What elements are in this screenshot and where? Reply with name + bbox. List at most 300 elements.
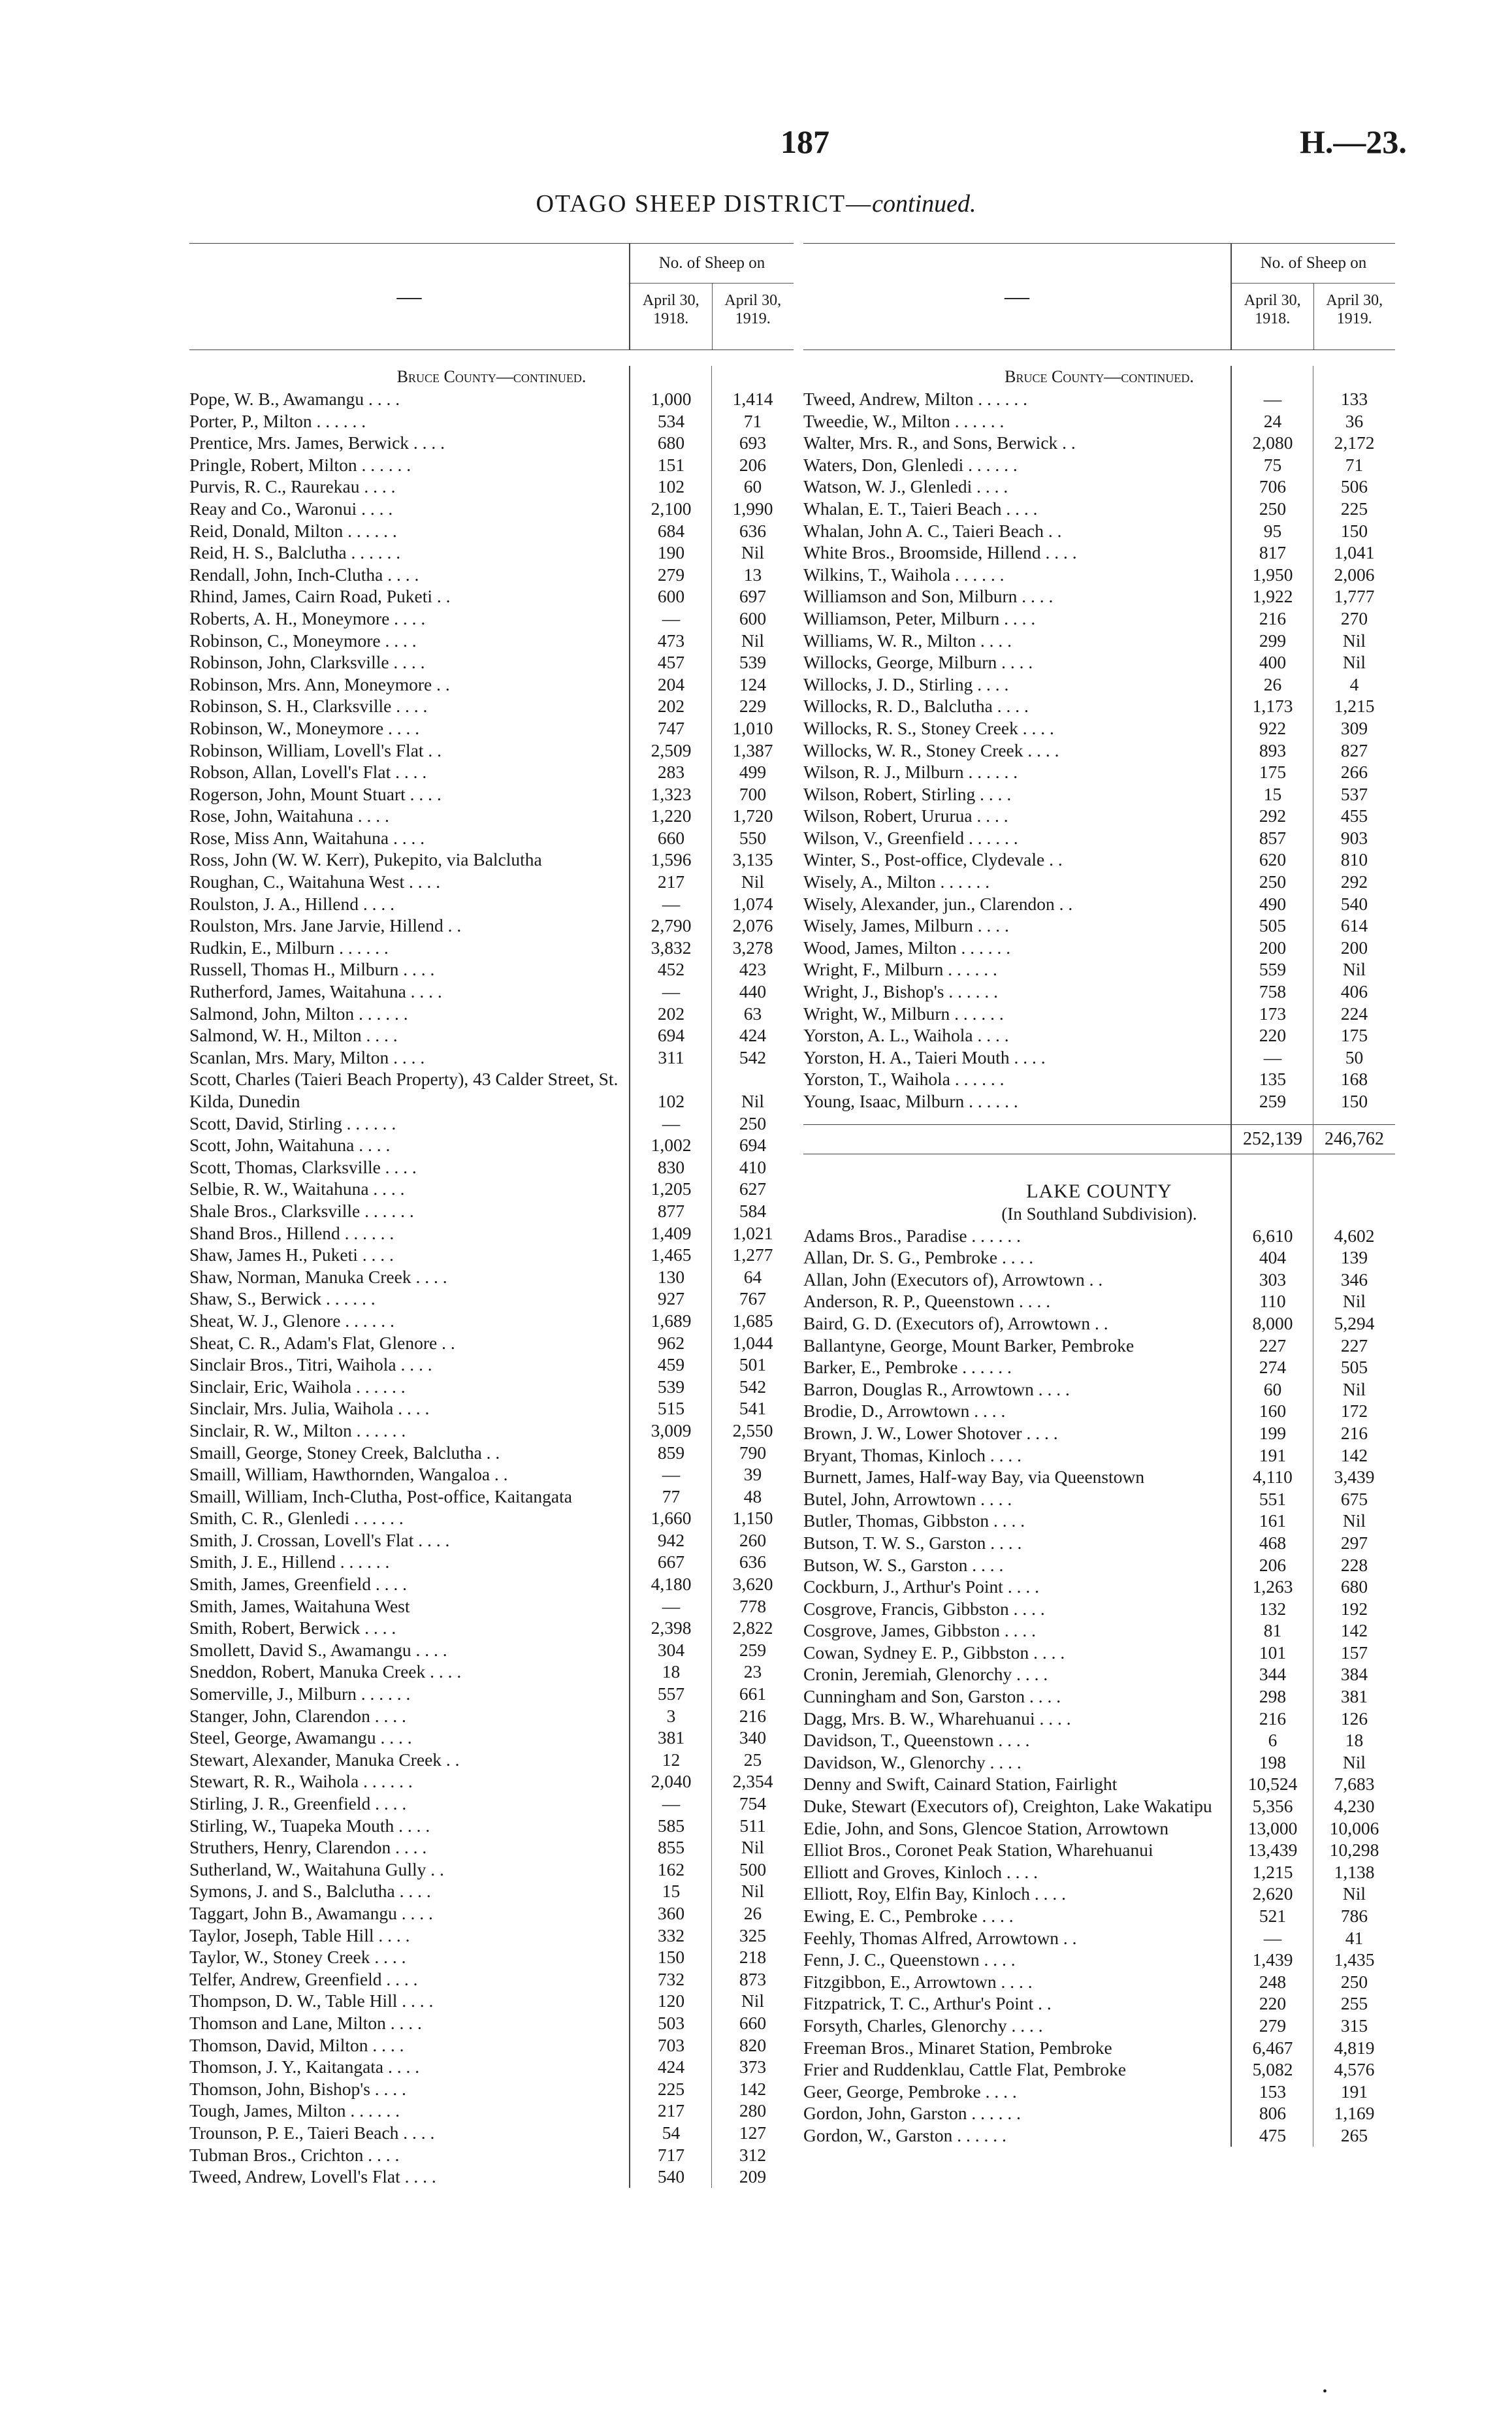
table-row	[189, 1749, 794, 1771]
sheep-1918: —	[1263, 389, 1282, 409]
year-1918-header: April 30, 1918.	[642, 292, 700, 327]
table-row	[189, 388, 794, 410]
sheep-1919: Nil	[741, 871, 765, 892]
sheep-1918: 132	[1259, 1598, 1287, 1619]
sheep-1918: 274	[1259, 1357, 1287, 1378]
table-row	[189, 849, 794, 871]
sheep-1918: 161	[1259, 1510, 1287, 1531]
sheep-1918: 202	[657, 1003, 685, 1024]
sheep-1918: 559	[1259, 959, 1287, 980]
table-row	[803, 1225, 1395, 1247]
sheep-1919: 4,576	[1334, 2059, 1375, 2080]
sheep-1918: 503	[657, 2012, 685, 2033]
owner-name: Reid, H. S., Balclutha . . . . . .	[189, 542, 401, 563]
sheep-1918: 706	[1259, 476, 1287, 497]
table-row	[803, 1290, 1395, 1312]
table-row	[803, 761, 1395, 783]
sheep-1919: 2,076	[732, 915, 773, 936]
owner-name: Williamson and Son, Milburn . . . .	[803, 586, 1054, 607]
table-row	[803, 1927, 1395, 1949]
owner-name: Cockburn, J., Arthur's Point . . . .	[803, 1576, 1039, 1597]
sheep-1918: 1,263	[1252, 1576, 1293, 1597]
sheep-1919: 309	[1340, 717, 1368, 738]
owner-name: Winter, S., Post-office, Clydevale . .	[803, 849, 1063, 870]
owner-name: Feehly, Thomas Alfred, Arrowtown . .	[803, 1927, 1077, 1948]
table-row	[189, 1397, 794, 1420]
owner-name: Thomson, David, Milton . . . .	[189, 2034, 404, 2055]
owner-name: Yorston, A. L., Waihola . . . .	[803, 1025, 1009, 1046]
table-row	[189, 1793, 794, 1815]
table-row	[189, 1946, 794, 1968]
sheep-1918: 259	[1259, 1091, 1287, 1111]
owner-name: Bryant, Thomas, Kinloch . . . .	[803, 1444, 1022, 1465]
sheep-1918: 198	[1259, 1751, 1287, 1772]
sheep-1918: 199	[1259, 1422, 1287, 1443]
owner-name: Ewing, E. C., Pembroke . . . .	[803, 1906, 1014, 1926]
owner-name: Fitzpatrick, T. C., Arthur's Point . .	[803, 1993, 1052, 2014]
sheep-1918: —	[1263, 1047, 1282, 1067]
table-row	[189, 1859, 794, 1881]
sheep-1919: 206	[739, 454, 767, 475]
table-row	[189, 585, 794, 608]
sheep-1919: 661	[739, 1683, 767, 1704]
owner-name: Taggart, John B., Awamangu . . . .	[189, 1902, 433, 1923]
owner-name: Robinson, Mrs. Ann, Moneymore . .	[189, 674, 450, 694]
sheep-1919: 142	[1340, 1444, 1368, 1465]
sheep-1919: 48	[743, 1486, 762, 1506]
table-row	[189, 1617, 794, 1639]
sheep-1919: 200	[1340, 937, 1368, 958]
owner-name: Steel, George, Awamangu . . . .	[189, 1727, 412, 1748]
table-row	[189, 1003, 794, 1025]
sheep-1918: 202	[657, 696, 685, 717]
owner-name: Sinclair, Eric, Waihola . . . . . .	[189, 1376, 406, 1397]
year-1918-header: April 30, 1918.	[1244, 292, 1301, 327]
sheep-1918: 6,610	[1252, 1225, 1293, 1246]
sheep-1919: 539	[739, 652, 767, 673]
sheep-1919: 506	[1340, 476, 1368, 497]
table-row	[189, 630, 794, 652]
sheep-1919: 71	[1345, 454, 1364, 475]
owner-name: Stanger, John, Clarendon . . . .	[189, 1705, 406, 1726]
owner-name: Robinson, William, Lovell's Flat . .	[189, 740, 442, 760]
table-row	[189, 937, 794, 959]
sheep-1919: 23	[743, 1661, 762, 1682]
owner-name: Edie, John, and Sons, Glencoe Station, Arrowtown	[803, 1817, 1169, 1838]
owner-name: Butler, Thomas, Gibbston . . . .	[803, 1510, 1025, 1531]
sheep-1919: 218	[739, 1947, 767, 1968]
sheep-1919: 424	[739, 1025, 767, 1046]
sheep-1918: 217	[657, 2100, 685, 2121]
right-table-body	[803, 366, 1395, 2147]
sheep-1918: 600	[657, 586, 685, 607]
sheep-1919: Nil	[1342, 1510, 1366, 1531]
table-row	[189, 827, 794, 849]
sheep-1918: 250	[1259, 498, 1287, 519]
owner-name: Willocks, W. R., Stoney Creek . . . .	[803, 740, 1059, 760]
sheep-1918: 830	[657, 1156, 685, 1177]
sheep-1918: 95	[1263, 520, 1282, 541]
owner-name: Geer, George, Pembroke . . . .	[803, 2081, 1017, 2102]
sheep-1918: 1,409	[651, 1222, 692, 1243]
sheep-1918: —	[662, 1113, 681, 1133]
owner-name: Scott, David, Stirling . . . . . .	[189, 1113, 396, 1133]
sheep-1918: 299	[1259, 630, 1287, 651]
left-table-header	[189, 243, 794, 350]
lake-county-subheading: (In Southland Subdivision).	[1001, 1203, 1197, 1224]
sheep-1919: 64	[743, 1266, 762, 1287]
sheep-1919: 697	[739, 586, 767, 607]
owner-name: Sinclair Bros., Titri, Waihola . . . .	[189, 1354, 432, 1375]
owner-name: Sinclair, R. W., Milton . . . . . .	[189, 1420, 406, 1440]
sheep-1919: 297	[1340, 1532, 1368, 1553]
sheep-1918: 1,689	[651, 1310, 692, 1331]
sheep-1918: 153	[1259, 2081, 1287, 2102]
owner-name: Brown, J. W., Lower Shotover . . . .	[803, 1422, 1058, 1443]
owner-name: Waters, Don, Glenledi . . . . . .	[803, 454, 1018, 475]
table-row	[189, 2100, 794, 2122]
owner-name: Pope, W. B., Awamangu . . . .	[189, 389, 400, 409]
sheep-1918: 102	[657, 476, 685, 497]
owner-name: Ross, John (W. W. Kerr), Pukepito, via Balclutha	[189, 849, 542, 870]
owner-name: Rutherford, James, Waitahuna . . . .	[189, 981, 442, 1002]
table-row	[189, 1639, 794, 1661]
owner-name: Roberts, A. H., Moneymore . . . .	[189, 608, 426, 628]
sheep-1918: 551	[1259, 1488, 1287, 1509]
sheep-1919: 827	[1340, 740, 1368, 760]
sheep-1918: 200	[1259, 937, 1287, 958]
sheep-1919: 384	[1340, 1664, 1368, 1685]
sheep-1919: 786	[1340, 1906, 1368, 1926]
table-row	[803, 1510, 1395, 1532]
sheep-1918: 10,524	[1247, 1774, 1298, 1795]
table-row	[803, 2081, 1395, 2103]
sheep-1919: 191	[1340, 2081, 1368, 2102]
table-row	[803, 1619, 1395, 1642]
owner-name: Tubman Bros., Crichton . . . .	[189, 2144, 400, 2165]
owner-name: Robinson, John, Clarksville . . . .	[189, 652, 425, 673]
owner-name: Shaw, S., Berwick . . . . . .	[189, 1288, 376, 1309]
owner-name: Duke, Stewart (Executors of), Creighton, Lake Wakatipu	[803, 1796, 1212, 1817]
owner-name: Shand Bros., Hillend . . . . . .	[189, 1222, 394, 1243]
sheep-1919: 216	[1340, 1422, 1368, 1443]
sheep-1919: 501	[739, 1354, 767, 1375]
table-row	[189, 1990, 794, 2012]
sheep-1919: 1,021	[732, 1222, 773, 1243]
table-row	[803, 1839, 1395, 1861]
owner-name: Dagg, Mrs. B. W., Wharehuanui . . . .	[803, 1708, 1071, 1729]
owner-name: Smith, J. Crossan, Lovell's Flat . . . .	[189, 1529, 450, 1550]
sheep-1919: 542	[739, 1376, 767, 1397]
sheep-1919: 139	[1340, 1247, 1368, 1268]
sheep-1919: 60	[743, 476, 762, 497]
sheep-1919: 4,819	[1334, 2037, 1375, 2058]
sheep-1918: 1,002	[651, 1135, 692, 1156]
sheep-1919: Nil	[741, 630, 765, 651]
sheep-1919: Nil	[1342, 1751, 1366, 1772]
sheep-1918: 173	[1259, 1003, 1287, 1024]
table-row	[189, 695, 794, 717]
sheep-1919: 216	[739, 1705, 767, 1726]
table-row	[189, 871, 794, 893]
sheep-1919: 541	[739, 1398, 767, 1419]
table-row	[803, 1795, 1395, 1817]
table-row	[189, 1047, 794, 1069]
table-row	[189, 1573, 794, 1595]
owner-name: Williamson, Peter, Milburn . . . .	[803, 608, 1036, 628]
table-row	[803, 1444, 1395, 1467]
sheep-1919: 410	[739, 1156, 767, 1177]
table-row	[803, 564, 1395, 586]
right-column-table	[803, 243, 1395, 2147]
owner-name: Baird, G. D. (Executors of), Arrowtown . .	[803, 1312, 1108, 1333]
owner-name: Smith, Robert, Berwick . . . .	[189, 1618, 396, 1638]
owner-name: Thomson and Lane, Milton . . . .	[189, 2012, 422, 2033]
sheep-1919: 499	[739, 762, 767, 783]
sheep-1918: 3	[666, 1705, 676, 1726]
table-row	[803, 783, 1395, 805]
table-row	[803, 1003, 1395, 1025]
table-row	[803, 630, 1395, 652]
sheep-1919: 1,010	[732, 717, 773, 738]
sheep-1919: 873	[739, 1968, 767, 1989]
owner-name: Cunningham and Son, Garston . . . .	[803, 1686, 1061, 1707]
owner-name: Sutherland, W., Waitahuna Gully . .	[189, 1859, 444, 1879]
sheep-1919: 250	[1340, 1971, 1368, 1992]
owner-name: Tweedie, W., Milton . . . . . .	[803, 410, 1005, 431]
table-row	[189, 1529, 794, 1552]
sheep-1918: 75	[1263, 454, 1282, 475]
owner-name: Roughan, C., Waitahuna West . . . .	[189, 871, 441, 892]
sheep-1919: 542	[739, 1047, 767, 1067]
owner-name: Taylor, W., Stoney Creek . . . .	[189, 1947, 406, 1968]
owner-name: Robson, Allan, Lovell's Flat . . . .	[189, 762, 427, 783]
table-row	[189, 520, 794, 542]
sheep-1919: 265	[1340, 2124, 1368, 2145]
sheep-1918: 1,215	[1252, 1861, 1293, 1882]
sheep-1918: 540	[657, 2166, 685, 2187]
table-row	[189, 1113, 794, 1135]
sheep-1919: Nil	[741, 1991, 765, 2011]
owner-name: Symons, J. and S., Balclutha . . . .	[189, 1881, 431, 1902]
table-row	[803, 674, 1395, 696]
sheep-1918: 1,660	[651, 1508, 692, 1529]
sheep-1919: 406	[1340, 981, 1368, 1002]
owner-name: Thomson, J. Y., Kaitangata . . . .	[189, 2057, 420, 2077]
sheep-1919: 4,230	[1334, 1796, 1375, 1817]
owner-name: Rose, Miss Ann, Waitahuna . . . .	[189, 827, 425, 848]
table-row	[189, 2166, 794, 2188]
sheep-1918: 311	[658, 1047, 684, 1067]
sheep-1918: 1,465	[651, 1244, 692, 1265]
table-row	[803, 1598, 1395, 1620]
sheep-1919: 4	[1349, 674, 1359, 694]
owner-name: Wilson, Robert, Stirling . . . .	[803, 783, 1012, 804]
table-row	[189, 1068, 794, 1112]
sheep-1918: 304	[657, 1639, 685, 1660]
table-row	[803, 1356, 1395, 1378]
sheep-1918: 216	[1259, 1708, 1287, 1729]
table-row	[189, 2144, 794, 2166]
sheep-1918: 3,832	[651, 937, 692, 958]
owner-name: Reay and Co., Waronui . . . .	[189, 498, 393, 519]
owner-name: Wilkins, T., Waihola . . . . . .	[803, 564, 1005, 585]
table-row	[189, 1551, 794, 1573]
sheep-1919: 381	[1340, 1686, 1368, 1707]
sheep-1918: 248	[1259, 1971, 1287, 1992]
owner-name: Forsyth, Charles, Glenorchy . . . .	[803, 2015, 1043, 2036]
table-row	[189, 2122, 794, 2144]
table-row	[189, 1595, 794, 1618]
table-row	[803, 2102, 1395, 2124]
sheep-1918: 216	[1259, 608, 1287, 628]
sheep-1918: 539	[657, 1376, 685, 1397]
sheep-1918: 250	[1259, 871, 1287, 892]
owner-name: Smith, J. E., Hillend . . . . . .	[189, 1552, 390, 1572]
sheep-1919: Nil	[741, 1837, 765, 1858]
table-row	[189, 1442, 794, 1464]
sheep-1918: 505	[1259, 915, 1287, 936]
sheep-1919: 505	[1340, 1357, 1368, 1378]
sheep-1918: 475	[1259, 2124, 1287, 2145]
sheep-1919: 50	[1345, 1047, 1364, 1067]
owner-name: Smaill, William, Hawthornden, Wangaloa . .	[189, 1464, 508, 1485]
sheep-1918: —	[662, 608, 681, 628]
table-row	[803, 2015, 1395, 2037]
sheep-1918: 279	[1259, 2015, 1287, 2036]
sheep-count-header	[629, 244, 794, 350]
table-row	[803, 1068, 1395, 1090]
sheep-1918: 1,323	[651, 783, 692, 804]
sheep-1919: 1,414	[732, 389, 773, 409]
stray-mark: •	[1323, 2384, 1328, 2399]
sheep-1919: 10,298	[1329, 1840, 1379, 1861]
owner-name: Davidson, T., Queenstown . . . .	[803, 1730, 1030, 1751]
owner-name: Whalan, E. T., Taieri Beach . . . .	[803, 498, 1038, 519]
sheep-1919: 373	[739, 2057, 767, 2077]
owner-name: Wisely, Alexander, jun., Clarendon . .	[803, 893, 1073, 914]
owner-name: Davidson, W., Glenorchy . . . .	[803, 1751, 1021, 1772]
sheep-1918: 457	[657, 652, 685, 673]
sheep-1919: 2,172	[1334, 432, 1375, 453]
table-row	[189, 893, 794, 915]
table-row	[803, 2037, 1395, 2059]
table-row	[803, 958, 1395, 981]
sheep-1918: 459	[657, 1354, 685, 1375]
sheep-1918: 620	[1259, 849, 1287, 870]
sheep-1919: 2,354	[732, 1771, 773, 1792]
sheep-1918: 660	[657, 827, 685, 848]
sheep-1919: 3,278	[732, 937, 773, 958]
sheep-1918: 585	[657, 1815, 685, 1836]
sheep-1918: 684	[657, 520, 685, 541]
sheep-1918: 101	[1259, 1642, 1287, 1663]
sheep-1919: 3,439	[1334, 1467, 1375, 1488]
sheep-1918: 191	[1259, 1444, 1287, 1465]
sheep-1918: 859	[657, 1442, 685, 1463]
sheep-1919: 440	[739, 981, 767, 1002]
table-row	[803, 915, 1395, 937]
sheep-1919: 26	[743, 1902, 762, 1923]
sheep-1919: 540	[1340, 893, 1368, 914]
table-row	[803, 410, 1395, 432]
table-row	[189, 1376, 794, 1398]
sheep-1918: 1,950	[1252, 564, 1293, 585]
owner-name: Robinson, C., Moneymore . . . .	[189, 630, 417, 651]
owner-name: Prentice, Mrs. James, Berwick . . . .	[189, 432, 445, 453]
sheep-1919: 1,150	[732, 1508, 773, 1529]
owner-name: Barker, E., Pembroke . . . . . .	[803, 1357, 1012, 1378]
sheep-1918: 381	[657, 1727, 685, 1748]
sheep-1918: 190	[657, 542, 685, 563]
table-row	[189, 805, 794, 827]
sheep-1918: 694	[657, 1025, 685, 1046]
table-row	[803, 1400, 1395, 1422]
sheep-1919: 250	[739, 1113, 767, 1133]
owner-name: Smith, C. R., Glenledi . . . . . .	[189, 1508, 404, 1529]
owner-name: Wisely, James, Milburn . . . .	[803, 915, 1009, 936]
owner-name: Shale Bros., Clarksville . . . . . .	[189, 1200, 414, 1221]
sheep-1918: 60	[1263, 1378, 1282, 1399]
sheep-1918: 220	[1259, 1025, 1287, 1046]
sheep-1919: 754	[739, 1793, 767, 1813]
sheep-1919: 133	[1340, 389, 1368, 409]
sheep-1919: Nil	[1342, 630, 1366, 651]
table-row	[189, 1968, 794, 1991]
owner-name: Butson, T. W. S., Garston . . . .	[803, 1532, 1022, 1553]
table-row	[189, 1486, 794, 1508]
table-row	[189, 498, 794, 520]
sheep-1918: 206	[1259, 1554, 1287, 1575]
table-row	[189, 564, 794, 586]
sheep-1919: 680	[1340, 1576, 1368, 1597]
sheep-1918: 227	[1259, 1335, 1287, 1356]
owner-name: Robinson, W., Moneymore . . . .	[189, 717, 420, 738]
sheep-1918: 162	[657, 1859, 685, 1879]
owner-name: Russell, Thomas H., Milburn . . . .	[189, 959, 435, 980]
sheep-1918: —	[1263, 1927, 1282, 1948]
owner-name: Frier and Ruddenklau, Cattle Flat, Pembroke	[803, 2059, 1127, 2080]
left-table-body	[189, 366, 794, 2188]
owner-name: Young, Isaac, Milburn . . . . . .	[803, 1091, 1018, 1111]
owner-name: Thompson, D. W., Table Hill . . . .	[189, 1991, 434, 2011]
owner-name: Elliott and Groves, Kinloch . . . .	[803, 1861, 1038, 1882]
table-row	[803, 717, 1395, 740]
sheep-1918: 26	[1263, 674, 1282, 694]
sheep-1918: 557	[657, 1683, 685, 1704]
sheep-1919: 315	[1340, 2015, 1368, 2036]
sheep-1918: 1,596	[651, 849, 692, 870]
sheep-1919: 259	[739, 1639, 767, 1660]
sheep-1918: 6	[1268, 1730, 1278, 1751]
table-row	[189, 1661, 794, 1683]
sheep-1918: 120	[657, 1991, 685, 2011]
table-row	[803, 1773, 1395, 1795]
table-row	[189, 1420, 794, 1442]
owner-name: Wright, W., Milburn . . . . . .	[803, 1003, 1004, 1024]
sheep-1919: 675	[1340, 1488, 1368, 1509]
sheep-1918: 3,009	[651, 1420, 692, 1440]
sheep-1919: 3,135	[732, 849, 773, 870]
sheep-1919: Nil	[741, 1091, 765, 1111]
owner-name: Cosgrove, James, Gibbston . . . .	[803, 1620, 1036, 1641]
owner-name: Reid, Donald, Milton . . . . . .	[189, 520, 397, 541]
sheep-1918: 135	[1259, 1069, 1287, 1090]
sheep-1918: 534	[657, 410, 685, 431]
sheep-1919: 150	[1340, 520, 1368, 541]
owner-name: Wright, J., Bishop's . . . . . .	[803, 981, 998, 1002]
table-row	[803, 1576, 1395, 1598]
